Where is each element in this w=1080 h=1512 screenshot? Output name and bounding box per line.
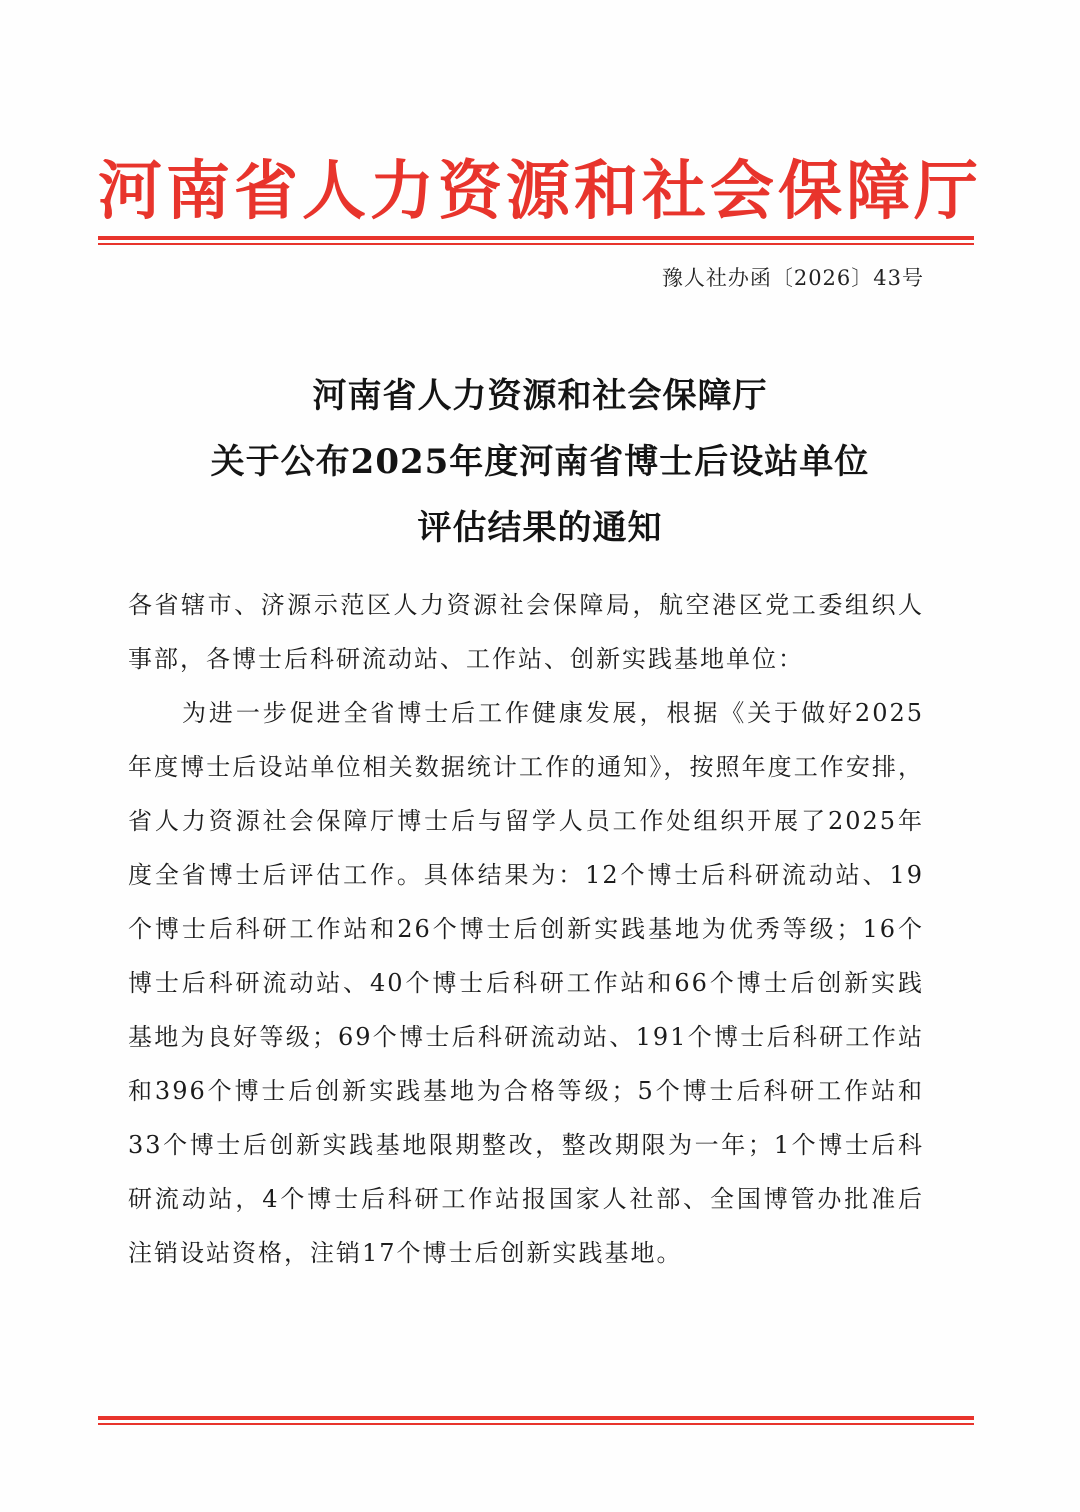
document-number: 豫人社办函〔2026〕43号 [661, 266, 924, 290]
body-paragraph: 为进一步促进全省博士后工作健康发展，根据《关于做好2025年度博士后设站单位相关数据统计工作的通知》，按照年度工作安排，省人力资源社会保障厅博士后与留学人员工作处组织开展了2025年度全省博士后评估工作。具体结果为：12个博士后科研流动站、19个博士后科研工作站和26个博士后创新实践基地为优秀等级；16个博士后科研流动站、40个博士后科研工作站和66个博士后创新实践基地为良好等级；69个博士后科研流动站、191个博士后科研工作站和396个博士后创新实践基地为合格等级；5个博士后科研工作站和33个博士后创新实践基地限期整改，整改期限为一年；1个博士后科研流动站，4个博士后科研工作站报国家人社部、全国博管办批准后注销设站资格，注销17个博士后创新实践基地。 [128, 699, 924, 1267]
footer-divider [98, 1416, 974, 1425]
letterhead-org-name: 河南省人力资源和社会保障厅 [98, 154, 982, 229]
salutation: 各省辖市、济源示范区人力资源社会保障局，航空港区党工委组织人事部，各博士后科研流动站、工作站、创新实践基地单位： [128, 591, 924, 673]
title-line-2: 关于公布2025年度河南省博士后设站单位 [210, 442, 870, 482]
letterhead-divider [98, 236, 974, 245]
document-body [128, 578, 924, 1280]
divider-thin-line [98, 243, 974, 245]
title-line-3: 评估结果的通知 [417, 508, 663, 548]
divider-thin-line [98, 1423, 974, 1425]
title-line-1: 河南省人力资源和社会保障厅 [312, 376, 768, 416]
